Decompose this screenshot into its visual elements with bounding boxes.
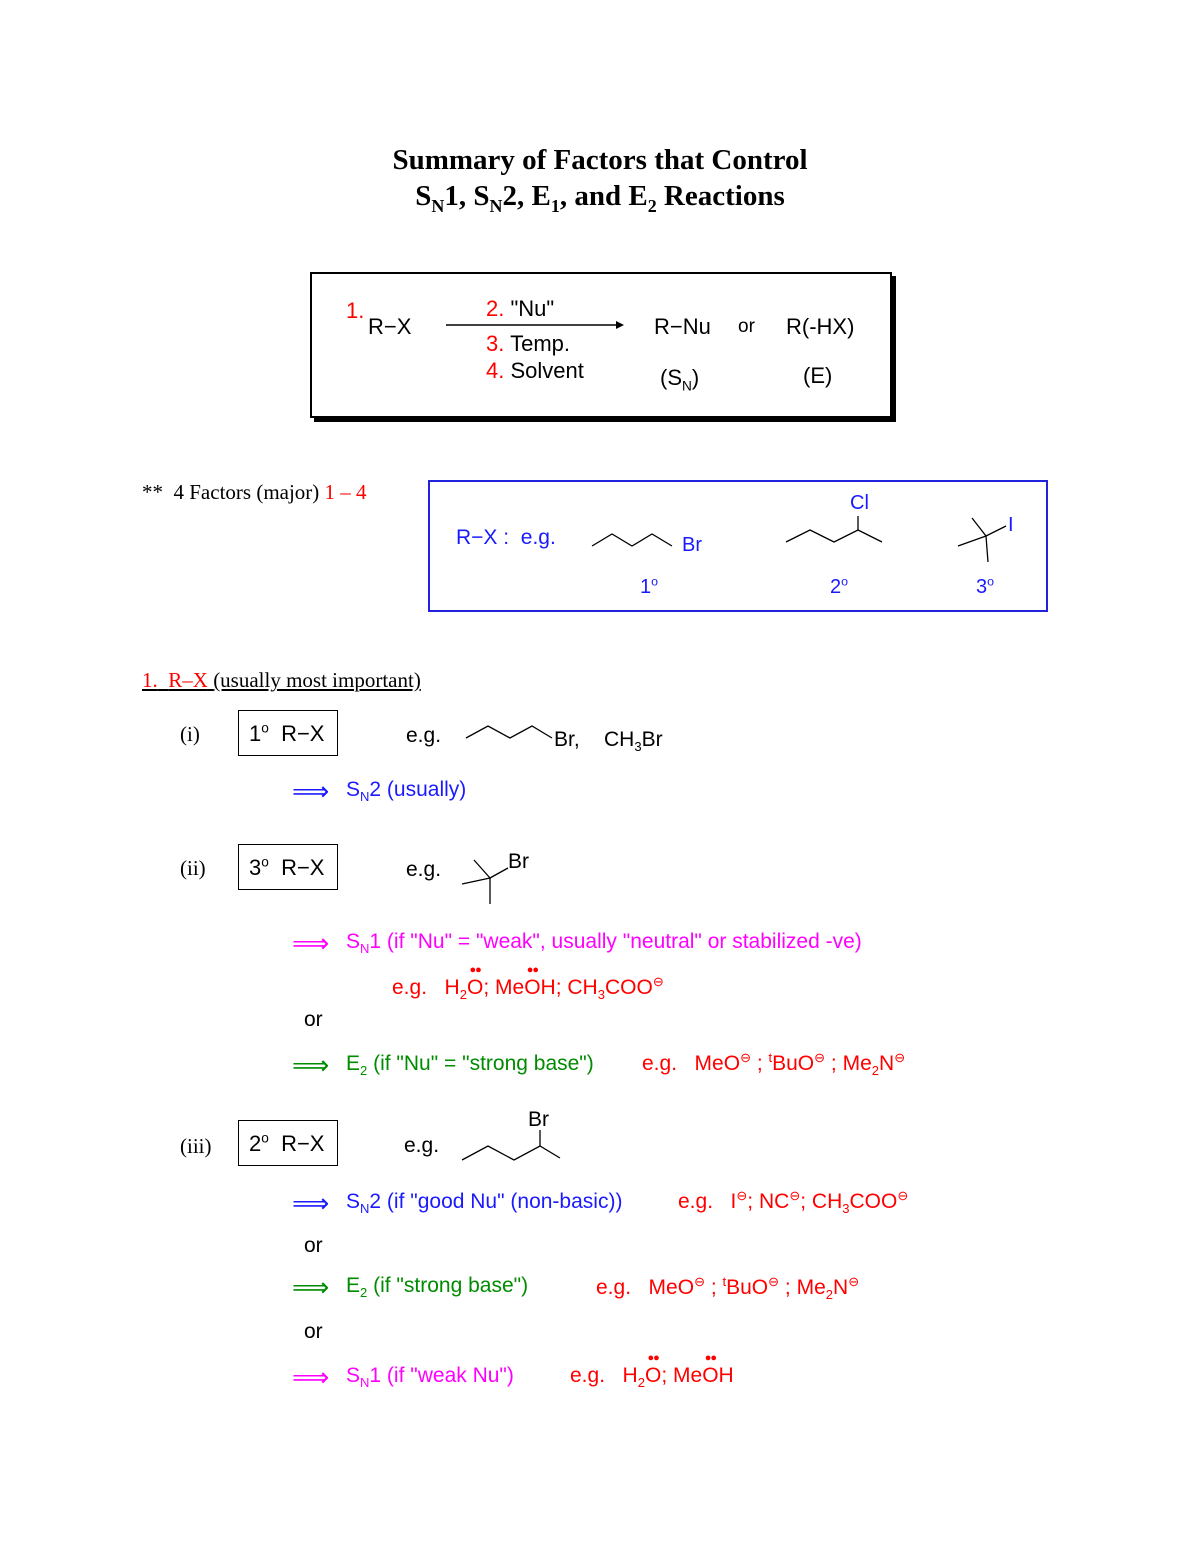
reagent-solvent: 4. Solvent	[486, 358, 584, 383]
examples-label: R−X : e.g.	[456, 526, 556, 549]
reagent-temp: 3. Temp.	[486, 331, 570, 356]
page-title: Summary of Factors that Control	[392, 144, 808, 176]
case-iii-strong-base-examples: e.g. MeO⊖ ; $^t$BuO⊖ ; $Me_2N^⊖$	[596, 1274, 860, 1303]
tertiary-degree: 3$^o$	[976, 574, 995, 598]
case-iii-e2-condition: $E_2$ (if "strong base")	[346, 1274, 529, 1301]
case-ii-substrate-box: 3$^o$ R−X	[238, 844, 338, 890]
primary-bromide-structure	[592, 528, 682, 552]
tertiary-halogen: I	[1008, 514, 1014, 536]
case-i-arrow: ⟹	[292, 776, 330, 806]
case-iii-or-2: or	[304, 1320, 323, 1343]
product-elimination: R(-HX)	[786, 314, 855, 339]
case-i-example-1: Br,	[554, 728, 580, 751]
case-i-example-2: $CH_3Br$	[604, 728, 663, 755]
case-iii-halogen: Br	[528, 1108, 549, 1131]
case-iii-sn2-arrow: ⟹	[292, 1188, 330, 1218]
factors-note: ** 4 Factors (major) 1 – 4	[142, 480, 367, 504]
case-i-result: $S_N2$ (usually)	[346, 778, 467, 805]
case-ii-label: (ii)	[180, 856, 206, 880]
case-i-eg: e.g.	[406, 724, 442, 747]
reaction-scheme-box	[310, 272, 892, 418]
substrate-rx: R−X	[368, 314, 412, 339]
case-ii-sn1-arrow: ⟹	[292, 928, 330, 958]
case-ii-halogen: Br	[508, 850, 529, 873]
case-i-label: (i)	[180, 722, 200, 746]
case-iii-sn2-condition: $S_N2$ (if "good Nu" (non-basic))	[346, 1190, 623, 1217]
case-ii-eg: e.g.	[406, 858, 442, 881]
case-iii-label: (iii)	[180, 1134, 212, 1158]
secondary-degree: 2$^o$	[830, 574, 849, 598]
product-rnu: R−Nu	[654, 314, 711, 339]
label-substitution: $(S_N)$	[660, 365, 700, 394]
case-i-substrate-box: 1$^o$ R−X	[238, 710, 338, 756]
case-iii-sbutyl-structure	[462, 1130, 562, 1164]
case-iii-sn1-condition: $S_N1$ (if "weak Nu")	[346, 1364, 514, 1391]
case-iii-e2-arrow: ⟹	[292, 1272, 330, 1302]
section-1-heading: 1. R–X (usually most important)	[142, 668, 421, 692]
product-or: or	[738, 316, 755, 337]
case-ii-weak-nu-examples: e.g. $H_2$ ●● O; Me ●● OH; $CH_3COO^⊖$	[392, 964, 664, 1003]
case-iii-eg: e.g.	[404, 1134, 440, 1157]
page-subtitle: $S_N1$, $S_N2$, $E_1$, and $E_2$ Reactions	[415, 180, 785, 216]
step-1-number: 1.	[346, 298, 365, 323]
case-ii-strong-base-examples: e.g. MeO⊖ ; $^t$BuO⊖ ; $Me_2N^⊖$	[642, 1050, 906, 1079]
case-iii-or-1: or	[304, 1234, 323, 1257]
primary-degree: 1$^o$	[640, 574, 659, 598]
reaction-arrow	[446, 318, 626, 332]
primary-halogen: Br	[682, 534, 702, 556]
case-iii-substrate-box: 2$^o$ R−X	[238, 1120, 338, 1166]
case-ii-or: or	[304, 1008, 323, 1031]
case-i-butyl-structure	[466, 722, 556, 746]
case-iii-sn1-arrow: ⟹	[292, 1362, 330, 1392]
reagent-nu: 2. "Nu"	[486, 296, 555, 321]
case-ii-e2-arrow: ⟹	[292, 1050, 330, 1080]
case-ii-e2-condition: $E_2$ (if "Nu" = "strong base")	[346, 1052, 594, 1079]
case-iii-weak-nu-examples: e.g. $H_2$ ●● O; Me ●● OH	[570, 1352, 734, 1391]
case-iii-good-nu-examples: e.g. I⊖; NC⊖; $CH_3COO^⊖$	[678, 1188, 909, 1217]
secondary-chloride-structure	[786, 518, 886, 548]
secondary-halogen: Cl	[850, 492, 869, 514]
case-ii-sn1-condition: $S_N1$ (if "Nu" = "weak", usually "neutral" or stabilized -ve)	[346, 930, 862, 957]
label-elimination: (E)	[803, 363, 833, 388]
